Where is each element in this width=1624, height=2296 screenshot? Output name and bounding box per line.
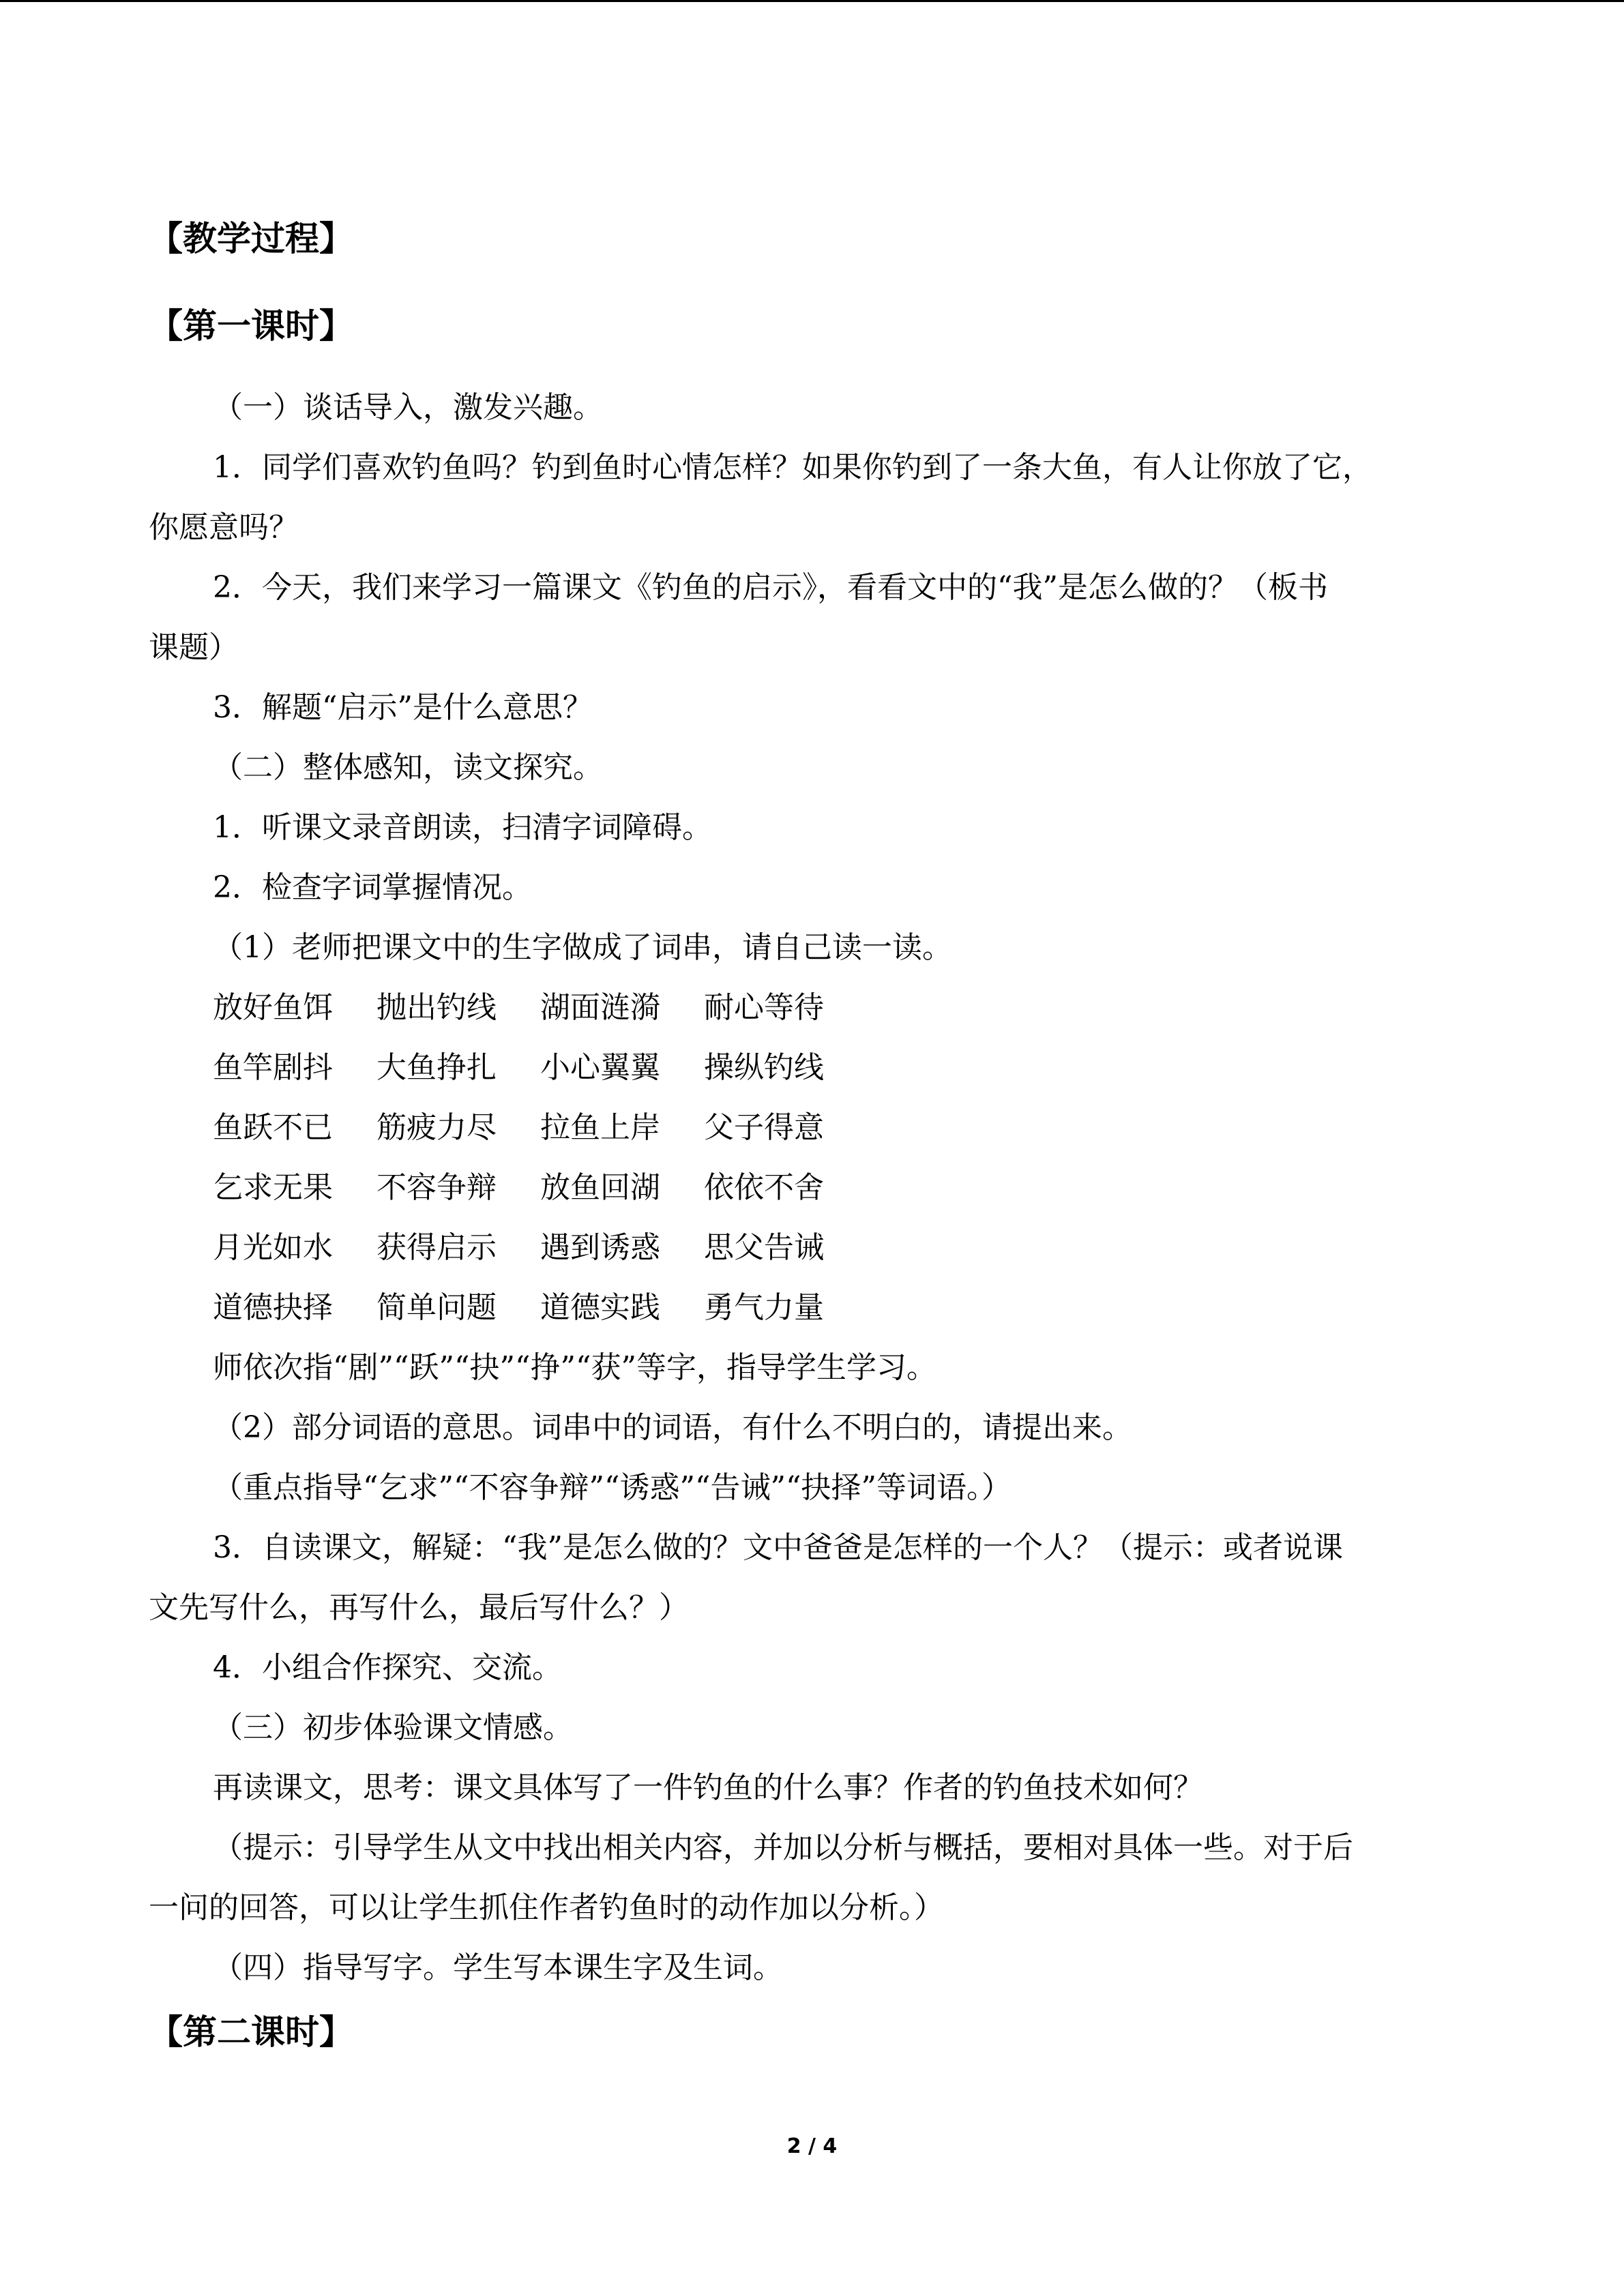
paragraph-line: （提示：引导学生从文中找出相关内容，并加以分析与概括，要相对具体一些。对于后 [213,1830,1353,1865]
vocab-row [213,1167,1236,1208]
vocab-word: 获得启示 [377,1230,497,1265]
vocab-row [213,1047,1236,1088]
vocab-word: 月光如水 [213,1230,333,1265]
vocab-word: 道德实践 [540,1290,660,1325]
vocab-word: 勇气力量 [704,1290,824,1325]
heading-second-lesson: 【第二课时】 [149,2012,353,2052]
vocab-word: 不容争辩 [377,1170,497,1205]
paragraph-line: 1．同学们喜欢钓鱼吗？钓到鱼时心情怎样？如果你钓到了一条大鱼，有人让你放了它， [213,450,1372,485]
paragraph-line: （1）老师把课文中的生字做成了词串，请自己读一读。 [213,930,952,965]
vocab-word: 鱼竿剧抖 [213,1050,333,1085]
paragraph-line: 文先写什么，再写什么，最后写什么？） [149,1590,689,1625]
vocab-word: 鱼跃不已 [213,1110,333,1145]
heading-first-lesson: 【第一课时】 [149,306,353,346]
paragraph-line: 2．今天，我们来学习一篇课文《钓鱼的启示》，看看文中的“我”是怎么做的？（板书 [213,570,1328,605]
vocab-word: 放鱼回湖 [540,1170,660,1205]
vocab-word: 耐心等待 [704,990,824,1025]
vocab-row [213,1227,1236,1268]
vocab-word: 操纵钓线 [704,1050,824,1085]
vocab-word: 依依不舍 [704,1170,824,1205]
paragraph-line: （重点指导“乞求”“不容争辩”“诱惑”“告诫”“抉择”等词语。） [213,1470,1012,1505]
paragraph-line: （四）指导写字。学生写本课生字及生词。 [213,1950,783,1985]
paragraph-line: 3．自读课文，解疑：“我”是怎么做的？文中爸爸是怎样的一个人？（提示：或者说课 [213,1530,1343,1565]
paragraph-line: 课题） [149,630,239,665]
paragraph-line: 一问的回答，可以让学生抓住作者钓鱼时的动作加以分析。） [149,1890,944,1925]
vocab-word: 抛出钓线 [377,990,497,1025]
paragraph-line: 师依次指“剧”“跃”“抉”“挣”“获”等字，指导学生学习。 [213,1350,936,1385]
vocab-word: 拉鱼上岸 [540,1110,660,1145]
vocab-word: 放好鱼饵 [213,990,333,1025]
vocab-word: 思父告诫 [704,1230,824,1265]
vocab-word: 父子得意 [704,1110,824,1145]
paragraph-line: （2）部分词语的意思。词串中的词语，有什么不明白的，请提出来。 [213,1410,1132,1445]
paragraph-line: 你愿意吗？ [149,510,299,545]
paragraph-line: 2．检查字词掌握情况。 [213,870,532,905]
vocab-row [213,1287,1236,1328]
vocab-row [213,987,1236,1028]
vocab-word: 筋疲力尽 [377,1110,497,1145]
page-number: 2 / 4 [786,2134,838,2158]
paragraph-line: 再读课文，思考：课文具体写了一件钓鱼的什么事？作者的钓鱼技术如何？ [213,1770,1203,1805]
vocab-word: 大鱼挣扎 [377,1050,497,1085]
vocab-row [213,1107,1236,1148]
paragraph-line: （一）谈话导入，激发兴趣。 [213,390,603,425]
vocab-word: 简单问题 [377,1290,497,1325]
vocab-word: 乞求无果 [213,1170,333,1205]
vocab-word: 小心翼翼 [540,1050,660,1085]
vocab-word: 遇到诱惑 [540,1230,660,1265]
paragraph-line: 4．小组合作探究、交流。 [213,1650,562,1685]
vocab-word: 湖面涟漪 [540,990,660,1025]
paragraph-line: （二）整体感知，读文探究。 [213,750,603,785]
heading-teaching-process: 【教学过程】 [149,219,353,258]
vocab-word: 道德抉择 [213,1290,333,1325]
paragraph-line: （三）初步体验课文情感。 [213,1710,573,1745]
paragraph-line: 1．听课文录音朗读，扫清字词障碍。 [213,810,712,845]
paragraph-line: 3．解题“启示”是什么意思？ [213,690,593,725]
